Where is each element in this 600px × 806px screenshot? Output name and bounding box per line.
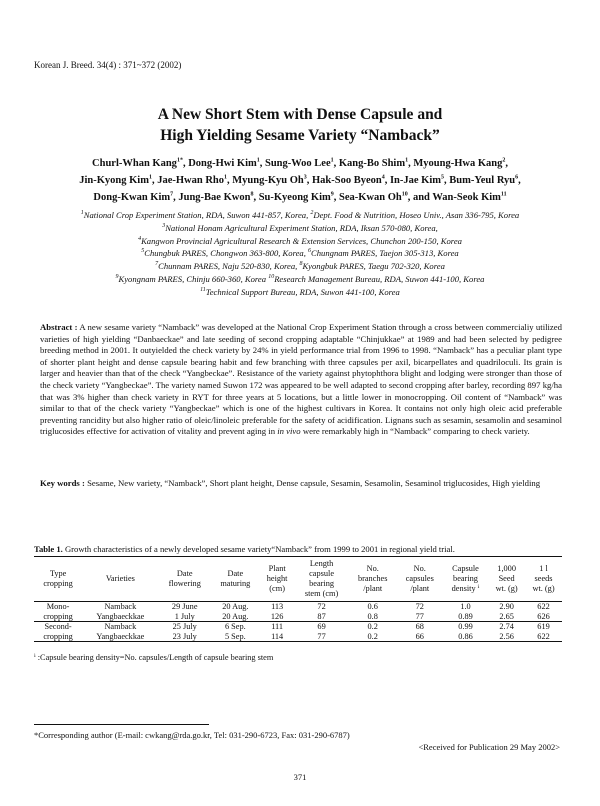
- author-name-text: Hak-Soo Byeon: [311, 175, 382, 186]
- table-column-header: Capsule bearing density ⁱ: [443, 557, 488, 602]
- table-cell: 25 July: [172, 622, 197, 631]
- table-cell: 622: [537, 602, 550, 611]
- table-cell: 72: [317, 602, 326, 611]
- author-affiliation-marker: 7: [170, 191, 174, 198]
- table-column-header: No. capsules /plant: [397, 557, 443, 602]
- table-cell: 87: [295, 612, 349, 622]
- keywords: [40, 478, 562, 490]
- corresponding-author: *Corresponding author (E-mail: cwkang@rda.go.kr, Tel: 031-290-6723, Fax: 031-290-6787): [34, 730, 350, 740]
- affiliation-marker: 4: [138, 235, 142, 242]
- author-affiliation-marker: 2: [502, 157, 506, 164]
- affiliation-text: Kyongbuk PARES, Taegu 702-320, Korea: [302, 261, 445, 272]
- table-cell: Mono-: [46, 602, 70, 611]
- table-column-header: Plant height (cm): [260, 557, 295, 602]
- affiliation-text: Kangwon Provincial Agricultural Research & Extension Services, Chunchon 200-150, Korea: [141, 235, 462, 246]
- growth-table: [34, 556, 562, 642]
- title-line-1: A New Short Stem with Dense Capsule and: [157, 106, 443, 123]
- table-cell: 626: [525, 612, 562, 622]
- table-cell: 0.2: [367, 622, 378, 631]
- author-affiliation-marker: 1: [224, 174, 227, 181]
- author-name-text: Jin-Kyong Kim: [79, 175, 149, 186]
- table-column-header: Length capsule bearing stem (cm): [295, 557, 349, 602]
- affiliation-marker: 11: [200, 286, 206, 293]
- table-cell: 66: [397, 632, 443, 642]
- received-date: <Received for Publication 29 May 2002>: [418, 742, 560, 752]
- affiliation-line: [30, 222, 570, 235]
- table-cell: 0.89: [443, 612, 488, 622]
- abstract-text-end: were remarkably high in “Namback” comparing to check variety.: [300, 426, 530, 437]
- table-cell: Yangbaeckkae: [82, 612, 158, 622]
- affiliation-line: [30, 247, 570, 260]
- author-name: Sea-Kwan Oh$^{10}$, and: [339, 191, 433, 203]
- journal-citation: Korean J. Breed. 34(4) : 371~372 (2002): [34, 60, 182, 70]
- author-affiliation-marker: 10: [401, 191, 408, 198]
- author-name-text: Sea-Kwan Oh: [339, 192, 402, 203]
- table-cell: 23 July: [159, 632, 211, 642]
- table-cell: 2.90: [499, 602, 514, 611]
- affiliation-text: National Honam Agricultural Experiment Station, RDA, Iksan 570-080, Korea,: [165, 222, 438, 233]
- table-header-row: [34, 557, 562, 602]
- author-name: Jae-Hwan Rho$^1$,: [157, 174, 233, 186]
- table-cell: 29 June: [171, 602, 198, 611]
- author-name: Jung-Bae Kwon$^8$,: [178, 191, 259, 203]
- table-column-header: Date flowering: [159, 557, 211, 602]
- author-name-text: Myoung-Hwa Kang: [413, 158, 503, 169]
- author-affiliation-marker: 3: [303, 174, 307, 181]
- author-affiliation-marker: 1*: [176, 157, 183, 164]
- footnote-divider: [34, 724, 209, 725]
- paper-title: [0, 104, 600, 146]
- author-name-text: Dong-Hwi Kim: [188, 158, 257, 169]
- table-row: [34, 622, 562, 632]
- affiliation-marker: 6: [308, 248, 312, 255]
- author-affiliation-marker: 1: [256, 157, 260, 164]
- author-affiliation-marker: 6: [515, 174, 519, 181]
- table-caption-label: Table 1.: [34, 544, 63, 554]
- author-name: Hak-Soo Byeon$^4$,: [311, 174, 390, 186]
- table-cell: 72: [415, 602, 424, 611]
- author-name: Dong-Kwan Kim$^7$,: [93, 191, 179, 203]
- author-name-text: Sung-Woo Lee: [264, 158, 331, 169]
- affiliation-text: Chungbuk PARES, Chongwon 363-800, Korea,: [144, 248, 309, 259]
- author-affiliation-marker: 9: [330, 191, 334, 198]
- table-cell: 0.2: [349, 632, 397, 642]
- table-cell: 622: [525, 632, 562, 642]
- abstract-italic-term: in vivo: [277, 426, 301, 437]
- table-cell: 126: [260, 612, 295, 622]
- table-column-header: No. branches /plant: [349, 557, 397, 602]
- affiliation-text: National Crop Experiment Station, RDA, Suwon 441-857, Korea,: [83, 210, 311, 220]
- table-cell: 0.6: [367, 602, 378, 611]
- author-name-text: Jung-Bae Kwon: [178, 192, 251, 203]
- author-list: [40, 155, 560, 206]
- table-cell: Namback: [104, 602, 137, 611]
- table-cell: 2.56: [488, 632, 525, 642]
- table-caption: [34, 544, 455, 554]
- author-affiliation-marker: 11: [500, 191, 507, 198]
- author-name: Su-Kyeong Kim$^9$,: [258, 191, 339, 203]
- author-affiliation-marker: 1: [148, 174, 152, 181]
- author-affiliation-marker: 1: [330, 157, 334, 164]
- title-line-2: High Yielding Sesame Variety “Namback”: [160, 127, 440, 144]
- table-cell: 619: [537, 622, 550, 631]
- author-name: In-Jae Kim$^5$,: [389, 174, 450, 186]
- table-cell: 114: [260, 632, 295, 642]
- author-name: Myoung-Hwa Kang$^2$,: [413, 157, 508, 169]
- table-cell: 20 Aug.: [222, 602, 249, 611]
- affiliation-marker: 8: [299, 261, 303, 268]
- author-name: Bum-Yeul Ryu$^6$,: [449, 174, 521, 186]
- affiliation-text: Kyongnam PARES, Chinju 660-360, Korea: [118, 273, 269, 284]
- table-column-header: 1 l seeds wt. (g): [525, 557, 562, 602]
- affiliation-marker: 2: [310, 210, 314, 217]
- table-cell: 0.99: [458, 622, 473, 631]
- table-cell: 69: [317, 622, 326, 631]
- affiliation-marker: 1: [80, 210, 84, 217]
- author-affiliation-marker: 5: [441, 174, 445, 181]
- affiliation-text: Research Management Bureau, RDA, Suwon 441-100, Korea: [274, 273, 485, 284]
- affiliation-marker: 10: [268, 274, 275, 281]
- author-affiliation-marker: 4: [381, 174, 385, 181]
- author-name: Churl-Whan Kang$^{1*}$,: [92, 157, 189, 169]
- affiliation-text: Chunnam PARES, Naju 520-830, Korea,: [158, 261, 300, 272]
- table-column-header: 1,000 Seed wt. (g): [488, 557, 525, 602]
- page-number: 371: [293, 772, 307, 782]
- author-name-text: Bum-Yeul Ryu: [449, 175, 516, 186]
- author-name-text: Wan-Seok Kim: [432, 192, 501, 203]
- table-cell: 0.86: [443, 632, 488, 642]
- author-name-text: Su-Kyeong Kim: [258, 192, 331, 203]
- author-name: Jin-Kyong Kim$^1$,: [79, 174, 158, 186]
- affiliation-line: [30, 260, 570, 273]
- table-cell: 1.0: [460, 602, 471, 611]
- table-cell: Second-: [44, 622, 72, 631]
- table-cell: cropping: [34, 612, 82, 622]
- affiliation-line: [30, 209, 570, 222]
- author-name-text: Churl-Whan Kang: [92, 158, 177, 169]
- affiliation-line: [30, 273, 570, 286]
- keywords-text: Sesame, New variety, “Namback”, Short plant height, Dense capsule, Sesamin, Sesamolin, Sesaminol triglucosides, High yielding: [84, 478, 541, 488]
- abstract-label: Abstract :: [40, 322, 78, 332]
- table-footnote: ⁱ :Capsule bearing density=No. capsules/Length of capsule bearing stem: [34, 653, 274, 662]
- affiliation-marker: 3: [162, 222, 166, 229]
- author-affiliation-marker: 8: [250, 191, 254, 198]
- affiliation-line: [30, 286, 570, 299]
- author-name-text: Jae-Hwan Rho: [157, 175, 224, 186]
- table-cell: 113: [271, 602, 284, 611]
- table-cell: Namback: [104, 622, 137, 631]
- author-name: [432, 192, 506, 203]
- table-caption-text: Growth characteristics of a newly developed sesame variety“Namback” from 1999 to 2001 in regional yield trial.: [62, 544, 455, 554]
- affiliation-line: [30, 235, 570, 248]
- table-cell: 68: [415, 622, 424, 631]
- author-name-text: Myung-Kyu Oh: [232, 175, 304, 186]
- author-name-text: Kang-Bo Shim: [338, 158, 406, 169]
- keywords-label: Key words :: [40, 478, 85, 488]
- table-cell: 1 July: [159, 612, 211, 622]
- table-cell: 2.74: [499, 622, 514, 631]
- affiliation-list: [30, 209, 570, 299]
- table-cell: 77: [397, 612, 443, 622]
- author-name-text: In-Jae Kim: [389, 175, 442, 186]
- affiliation-text: Dept. Food & Nutrition, Hoseo Univ., Asan 336-795, Korea: [313, 210, 520, 220]
- table-row: [34, 632, 562, 642]
- table-column-header: Varieties: [82, 557, 158, 602]
- affiliation-marker: 5: [141, 248, 145, 255]
- author-name: Myung-Kyu Oh$^3$,: [232, 174, 312, 186]
- table-cell: 0.8: [349, 612, 397, 622]
- author-affiliation-marker: 1: [405, 157, 409, 164]
- abstract: [40, 322, 562, 438]
- author-name-text: Dong-Kwan Kim: [93, 192, 171, 203]
- table-cell: 2.65: [488, 612, 525, 622]
- affiliation-marker: 9: [115, 274, 119, 281]
- author-name: Dong-Hwi Kim$^1$,: [188, 157, 265, 169]
- table-cell: 5 Sep.: [211, 632, 260, 642]
- table-column-header: Date maturing: [211, 557, 260, 602]
- table-cell: 20 Aug.: [211, 612, 260, 622]
- affiliation-marker: 7: [155, 261, 159, 268]
- table-cell: 6 Sep.: [224, 622, 246, 631]
- table-cell: 77: [295, 632, 349, 642]
- author-name: Kang-Bo Shim$^1$,: [338, 157, 414, 169]
- table-cell: 111: [271, 622, 284, 631]
- affiliation-text: Chungnam PARES, Taejon 305-313, Korea: [311, 248, 459, 259]
- table-cell: Yangbaeckkae: [82, 632, 158, 642]
- author-name: Sung-Woo Lee$^1$,: [264, 157, 339, 169]
- table-cell: cropping: [34, 632, 82, 642]
- table-row: [34, 612, 562, 622]
- affiliation-text: Technical Support Bureau, RDA, Suwon 441-100, Korea: [205, 286, 400, 297]
- table-column-header: Type cropping: [34, 557, 82, 602]
- abstract-text: A new sesame variety “Namback” was developed at the National Crop Experiment Station through a cross between commercialiy utilized varieties of high yielding “Danbaeckae” and late seeding of second cropping adaptable “Chinjukkae” at 1989 and had been selected by pedigree breeding method in 2001. It outyielded the check variety by 24% in yield performance trial from 1996 to 1998. “Namback” has a peculiar plant type of shorter plant height and dense capsule bearing habit and few branching with three capsules per axil, bicarpellates and quadriloculi. Its grain is larger and heavier than that of the check “Yangbeckae”. Resistance of the variety against phytophthora blight and lodging were stronger than those of the check variety “Yangbeckae”. The variety named Suwon 172 was appeared to be well adapted to second cropping after barley, recording 897 kg/ha that was 3% higher than check variety in RYT for three years at 5 locations, but a little lower in monocropping. Oil content of “Namback” was similar to that of the check variety “Yangbeckae” which is one of the highest cultivars in Korea. It contains not only high oleic acid preferable preventing rancidity but also higher ratio of oleic/linoleic preferable for the safety of acidification. Lignans such as sesamin, sesamolin and sesaminol triglucosides effective for activation of vitality and prevent aging in: [40, 322, 562, 437]
- table-row: [34, 602, 562, 612]
